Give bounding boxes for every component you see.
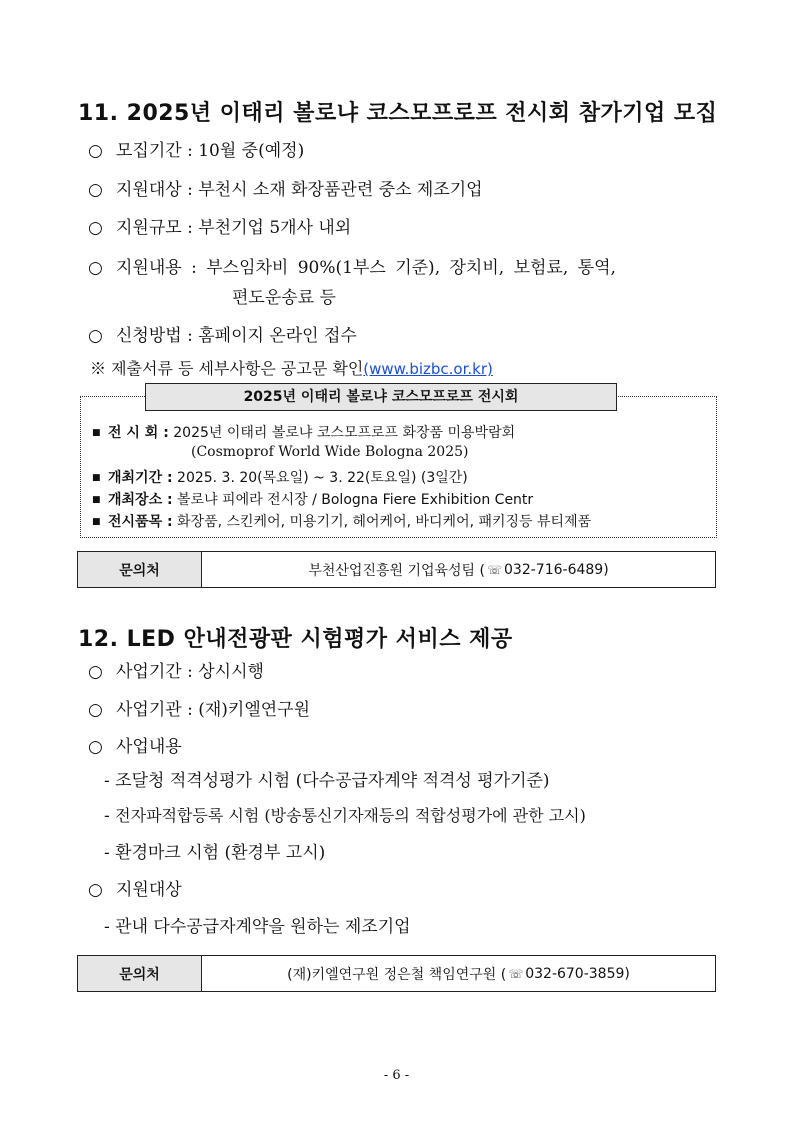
list-item [88,880,182,900]
row-value: 볼로냐 피에라 전시장 / Bologna Fiere Exhibition Centr [177,492,534,508]
bizbc-link[interactable]: (www.bizbc.or.kr) [363,360,493,378]
item-text: 사업내용 [116,737,182,757]
circle-bullet: ○ [88,180,103,200]
contact-table [77,955,716,992]
circle-bullet: ○ [88,258,103,278]
note-text: ※ 제출서류 등 세부사항은 공고문 확인 [90,359,364,378]
contact-value [202,956,715,991]
row-value: (Cosmoprof World Wide Bologna 2025) [191,444,469,460]
row-label: 전 시 회 : [108,425,169,441]
row-label: 개최기간 : [108,470,173,486]
item-text: 전자파적합등록 시험 (방송통신기자재등의 적합성평가에 관한 고시) [115,806,586,825]
sub-list-item [104,917,411,937]
circle-bullet: ○ [88,326,103,346]
sub-list-item [104,843,325,863]
list-item [88,180,483,200]
square-bullet-icon: ■ [92,495,101,505]
exhibition-title: 2025년 이태리 볼로냐 코스모프로프 전시회 [145,383,617,411]
contact-label: 문의처 [78,552,202,587]
contact-text: 부천산업진흥원 기업육성팀 ( [308,562,485,579]
item-text: 관내 다수공급자계약을 원하는 제조기업 [115,917,411,937]
contact-phone-number: 032-670-3859) [525,965,630,982]
exhibition-row [92,489,533,509]
dash-bullet: - [104,806,110,826]
list-item [88,258,616,278]
item-text: 신청방법 : 홈페이지 온라인 접수 [116,326,357,346]
list-item [88,326,357,346]
item-text: 편도운송료 등 [232,288,336,308]
square-bullet-icon: ■ [92,473,101,483]
item-text: 환경마크 시험 (환경부 고시) [115,843,326,863]
list-item [88,218,351,238]
contact-phone-number: 032-716-6489) [504,561,609,578]
row-value: 화장품, 스킨케어, 미용기기, 헤어케어, 바디케어, 패키징등 뷰티제품 [177,514,592,530]
section-11-heading: 11. 2025년 이태리 볼로냐 코스모프로프 전시회 참가기업 모집 [78,101,718,126]
row-value: 2025. 3. 20(목요일) ~ 3. 22(토요일) (3일간) [177,470,468,486]
submission-note [90,356,493,379]
list-item [88,737,182,757]
list-item [88,700,310,720]
circle-bullet: ○ [88,880,103,900]
item-text: 사업기간 : 상시시행 [116,662,264,682]
row-label: 개최장소 : [108,492,173,508]
item-text: 모집기간 : 10월 중(예정) [116,141,305,161]
row-value: 2025년 이태리 볼로냐 코스모프로프 화장품 미용박람회 [173,425,516,441]
list-item [88,662,264,682]
circle-bullet: ○ [88,700,103,720]
section-12-heading: 12. LED 안내전광판 시험평가 서비스 제공 [78,627,513,652]
list-item-continuation [232,288,336,308]
exhibition-row [191,444,468,460]
exhibition-row [92,467,468,487]
sub-list-item [104,771,550,791]
item-text: 지원규모 : 부천기업 5개사 내외 [116,218,352,238]
sub-list-item [104,806,586,826]
circle-bullet: ○ [88,141,103,161]
phone-icon: ☏ [487,562,503,577]
exhibition-row [92,511,591,531]
dash-bullet: - [104,917,110,937]
page-number: - 6 - [383,1068,410,1083]
row-label: 전시품목 : [108,514,173,530]
item-text: 지원대상 : 부천시 소재 화장품관련 중소 제조기업 [116,180,483,200]
contact-table [77,551,716,588]
contact-text: (재)키엘연구원 정은철 책임연구원 ( [287,966,507,983]
list-item [88,141,304,161]
phone-icon: ☏ [508,966,524,981]
contact-value [202,552,715,587]
item-text: 조달청 적격성평가 시험 (다수공급자계약 적격성 평가기준) [115,771,550,791]
dash-bullet: - [104,771,110,791]
contact-label: 문의처 [78,956,202,991]
item-text: 지원대상 [116,880,182,900]
item-text: 지원내용 : 부스임차비 90%(1부스 기준), 장치비, 보험료, 통역, [116,258,616,278]
circle-bullet: ○ [88,737,103,757]
dash-bullet: - [104,843,110,863]
item-text: 사업기관 : (재)키엘연구원 [116,700,311,720]
exhibition-row [92,422,515,442]
square-bullet-icon: ■ [92,428,101,438]
circle-bullet: ○ [88,218,103,238]
circle-bullet: ○ [88,662,103,682]
square-bullet-icon: ■ [92,517,101,527]
